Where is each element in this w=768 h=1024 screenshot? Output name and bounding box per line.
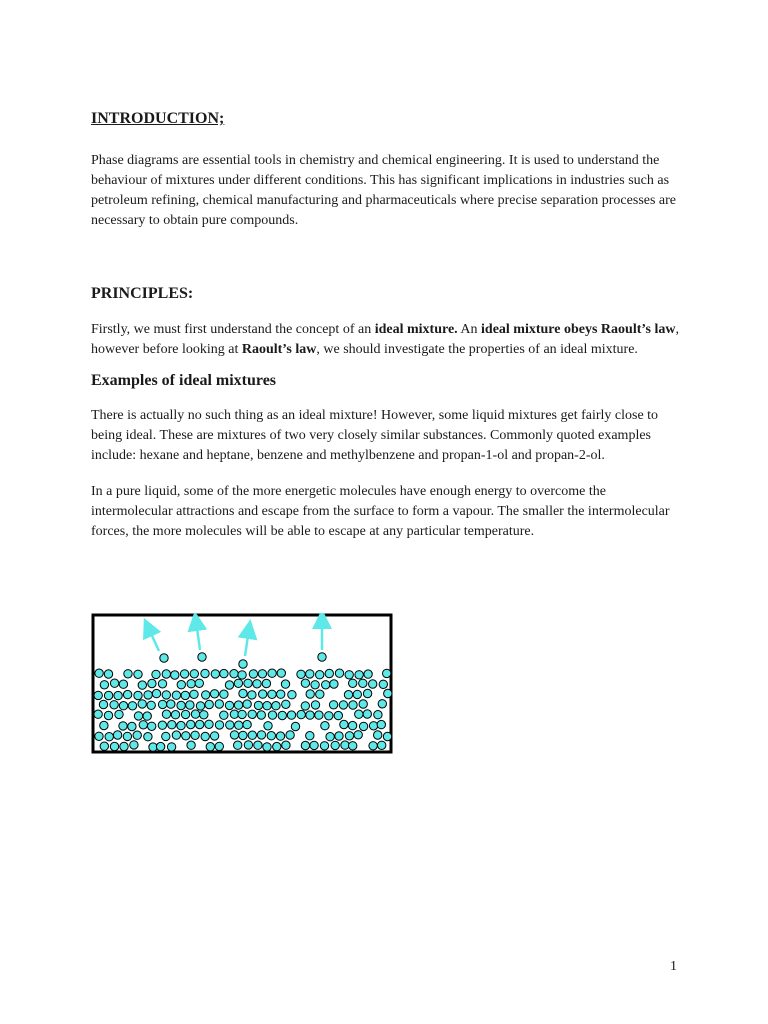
liquid-molecule (259, 690, 267, 698)
liquid-molecule (234, 701, 242, 709)
liquid-molecule (225, 681, 233, 689)
liquid-molecule (349, 679, 357, 687)
liquid-molecule (134, 691, 142, 699)
liquid-molecule (104, 711, 112, 719)
liquid-molecule (268, 690, 276, 698)
liquid-molecule (225, 701, 233, 709)
escaping-molecule (198, 653, 206, 661)
liquid-molecule (158, 721, 166, 729)
liquid-molecule (130, 741, 138, 749)
liquid-molecule (205, 700, 213, 708)
liquid-molecule (172, 691, 180, 699)
liquid-molecule (190, 690, 198, 698)
liquid-molecule (355, 671, 363, 679)
liquid-molecule (359, 679, 367, 687)
liquid-molecule (329, 701, 337, 709)
liquid-molecule (177, 721, 185, 729)
examples-paragraph: There is actually no such thing as an ideal mixture! However, some liquid mixtures get fairly close to being ideal. These are mixtures of two very closely similar substances. Commonly quoted examples include: hexane and heptane, benzene and methylbenzene and propan-1-ol and propan-2-ol. (91, 408, 659, 463)
liquid-molecule (187, 741, 195, 749)
liquid-molecule (206, 743, 214, 751)
liquid-molecule (253, 680, 261, 688)
liquid-molecule (144, 733, 152, 741)
liquid-molecule (100, 742, 108, 750)
liquid-molecule (119, 702, 127, 710)
liquid-molecule (195, 679, 203, 687)
liquid-molecule (196, 720, 204, 728)
liquid-molecule (276, 732, 284, 740)
liquid-molecule (355, 710, 363, 718)
liquid-molecule (364, 670, 372, 678)
liquid-molecule (105, 733, 113, 741)
liquid-molecule (257, 711, 265, 719)
liquid-molecule (341, 741, 349, 749)
liquid-molecule (378, 700, 386, 708)
liquid-molecule (340, 720, 348, 728)
liquid-molecule (286, 731, 294, 739)
liquid-molecule (230, 670, 238, 678)
liquid-molecule (353, 690, 361, 698)
liquid-molecule (100, 721, 108, 729)
liquid-molecule (254, 701, 262, 709)
liquid-molecule (334, 711, 342, 719)
liquid-molecule (181, 691, 189, 699)
liquid-molecule (306, 670, 314, 678)
liquid-molecule (345, 671, 353, 679)
liquid-molecule (167, 743, 175, 751)
liquid-molecule (230, 731, 238, 739)
principles-run: , we should investigate the properties of an ideal mixture. (316, 342, 638, 357)
liquid-molecule (201, 732, 209, 740)
liquid-molecule (248, 691, 256, 699)
page-number: 1 (670, 959, 677, 974)
liquid-molecule (272, 702, 280, 710)
liquid-molecule (220, 711, 228, 719)
liquid-molecule (148, 722, 156, 730)
liquid-molecule (354, 731, 362, 739)
liquid-molecule (277, 669, 285, 677)
liquid-molecule (210, 690, 218, 698)
liquid-molecule (301, 741, 309, 749)
liquid-molecule (322, 681, 330, 689)
liquid-molecule (168, 721, 176, 729)
liquid-molecule (254, 741, 262, 749)
liquid-molecule (377, 720, 385, 728)
liquid-molecule (264, 722, 272, 730)
liquid-molecule (374, 711, 382, 719)
principles-run-bold: Raoult’s law (241, 342, 317, 357)
liquid-molecule (301, 679, 309, 687)
liquid-molecule (171, 671, 179, 679)
principles-run-bold: ideal mixture. (374, 322, 458, 337)
liquid-molecule (310, 741, 318, 749)
liquid-molecule (186, 701, 194, 709)
liquid-molecule (349, 701, 357, 709)
liquid-molecule (152, 670, 160, 678)
liquid-molecule (220, 690, 228, 698)
examples-heading: Examples of ideal mixtures (91, 372, 277, 389)
liquid-molecule (248, 731, 256, 739)
liquid-molecule (335, 669, 343, 677)
liquid-molecule (134, 670, 142, 678)
liquid-molecule (331, 741, 339, 749)
liquid-molecule (177, 681, 185, 689)
liquid-molecule (268, 711, 276, 719)
liquid-molecule (226, 721, 234, 729)
liquid-molecule (262, 679, 270, 687)
liquid-molecule (211, 670, 219, 678)
liquid-molecule (139, 721, 147, 729)
principles-run: An (457, 322, 482, 337)
liquid-molecule (190, 670, 198, 678)
liquid-molecule (297, 710, 305, 718)
liquid-molecule (320, 742, 328, 750)
liquid-molecule (205, 720, 213, 728)
liquid-molecule (321, 722, 329, 730)
liquid-molecule (133, 731, 141, 739)
liquid-molecule (238, 710, 246, 718)
liquid-molecule (268, 669, 276, 677)
liquid-molecule (384, 689, 392, 697)
liquid-molecule (110, 679, 118, 687)
liquid-molecule (215, 742, 223, 750)
liquid-molecule (335, 732, 343, 740)
liquid-molecule (94, 710, 102, 718)
liquid-molecule (181, 710, 189, 718)
liquid-molecule (348, 721, 356, 729)
escaping-molecule (239, 660, 247, 668)
liquid-molecule (180, 670, 188, 678)
liquid-molecule (171, 711, 179, 719)
liquid-molecule (306, 732, 314, 740)
liquid-molecule (202, 691, 210, 699)
liquid-molecule (383, 732, 391, 740)
liquid-molecule (162, 691, 170, 699)
introduction-paragraph: Phase diagrams are essential tools in chemistry and chemical engineering. It is used to understand the behaviour of mixtures under different conditions. This has significant implications in industries such as petroleum refining, chemical manufacturing and pharmaceuticals where precise separation processes are necessary to obtain pure compounds. (91, 153, 677, 228)
liquid-molecule (210, 732, 218, 740)
liquid-molecule (138, 700, 146, 708)
principles-run: , however before looking at (91, 322, 679, 357)
liquid-molecule (291, 722, 299, 730)
evaporation-diagram-svg (91, 613, 393, 754)
liquid-molecule (359, 722, 367, 730)
liquid-molecule (99, 700, 107, 708)
liquid-molecule (191, 710, 199, 718)
liquid-molecule (220, 669, 228, 677)
liquid-molecule (187, 720, 195, 728)
liquid-molecule (144, 691, 152, 699)
liquid-molecule (120, 742, 128, 750)
evaporation-diagram (91, 613, 393, 754)
liquid-molecule (277, 690, 285, 698)
liquid-molecule (134, 712, 142, 720)
liquid-molecule (379, 680, 387, 688)
liquid-molecule (230, 710, 238, 718)
liquid-molecule (249, 670, 257, 678)
liquid-molecule (374, 731, 382, 739)
liquid-molecule (162, 710, 170, 718)
pure-liquid-paragraph: In a pure liquid, some of the more energetic molecules have enough energy to overcome the intermolecular attractions and escape from the surface to form a vapour. The smaller the intermolecular forces, the more molecules will be able to escape at any particular temperature. (91, 484, 670, 539)
liquid-molecule (152, 689, 160, 697)
liquid-molecule (215, 721, 223, 729)
liquid-molecule (344, 691, 352, 699)
liquid-molecule (297, 670, 305, 678)
liquid-molecule (95, 669, 103, 677)
liquid-molecule (162, 732, 170, 740)
liquid-molecule (243, 700, 251, 708)
liquid-molecule (306, 711, 314, 719)
liquid-molecule (104, 691, 112, 699)
liquid-molecule (325, 712, 333, 720)
liquid-molecule (267, 732, 275, 740)
liquid-molecule (345, 732, 353, 740)
liquid-molecule (316, 690, 324, 698)
liquid-molecule (330, 680, 338, 688)
liquid-molecule (282, 741, 290, 749)
principles-heading: PRINCIPLES: (91, 285, 194, 302)
escaping-molecule (318, 653, 326, 661)
liquid-molecule (115, 710, 123, 718)
liquid-molecule (158, 680, 166, 688)
liquid-molecule (156, 742, 164, 750)
liquid-molecule (263, 702, 271, 710)
liquid-molecule (339, 701, 347, 709)
liquid-molecule (325, 669, 333, 677)
liquid-molecule (311, 681, 319, 689)
liquid-molecule (104, 670, 112, 678)
liquid-molecule (187, 680, 195, 688)
liquid-molecule (110, 742, 118, 750)
liquid-molecule (243, 720, 251, 728)
liquid-molecule (263, 743, 271, 751)
liquid-molecule (143, 712, 151, 720)
liquid-molecule (238, 671, 246, 679)
liquid-molecule (369, 742, 377, 750)
liquid-molecule (113, 731, 121, 739)
liquid-molecule (123, 690, 131, 698)
liquid-molecule (363, 710, 371, 718)
liquid-molecule (257, 731, 265, 739)
liquid-molecule (288, 691, 296, 699)
liquid-molecule (306, 690, 314, 698)
introduction-heading: INTRODUCTION; (91, 110, 225, 127)
liquid-molecule (258, 670, 266, 678)
liquid-molecule (316, 671, 324, 679)
liquid-molecule (124, 670, 132, 678)
liquid-molecule (239, 731, 247, 739)
liquid-molecule (244, 679, 252, 687)
liquid-molecule (326, 733, 334, 741)
liquid-molecule (234, 741, 242, 749)
liquid-molecule (235, 721, 243, 729)
liquid-molecule (315, 711, 323, 719)
liquid-molecule (158, 700, 166, 708)
liquid-molecule (138, 681, 146, 689)
liquid-molecule (369, 680, 377, 688)
liquid-molecule (94, 691, 102, 699)
principles-run: Firstly, we must first understand the concept of an (91, 322, 375, 337)
liquid-molecule (201, 669, 209, 677)
liquid-molecule (147, 701, 155, 709)
liquid-molecule (100, 681, 108, 689)
liquid-molecule (119, 680, 127, 688)
liquid-molecule (215, 700, 223, 708)
liquid-molecule (234, 679, 242, 687)
liquid-molecule (114, 691, 122, 699)
liquid-molecule (359, 700, 367, 708)
liquid-molecule (383, 669, 391, 677)
principles-run-bold: ideal mixture obeys Raoult’s law (481, 322, 676, 337)
liquid-molecule (273, 742, 281, 750)
liquid-molecule (369, 722, 377, 730)
liquid-molecule (123, 732, 131, 740)
liquid-molecule (148, 679, 156, 687)
liquid-molecule (278, 711, 286, 719)
liquid-molecule (282, 700, 290, 708)
liquid-molecule (191, 731, 199, 739)
liquid-molecule (244, 741, 252, 749)
page-content (91, 107, 681, 542)
liquid-molecule (128, 722, 136, 730)
escaping-molecule (160, 654, 168, 662)
liquid-molecule (378, 741, 386, 749)
liquid-molecule (95, 732, 103, 740)
liquid-molecule (311, 701, 319, 709)
liquid-molecule (287, 711, 295, 719)
liquid-molecule (182, 732, 190, 740)
liquid-molecule (172, 731, 180, 739)
liquid-molecule (281, 680, 289, 688)
liquid-molecule (363, 689, 371, 697)
liquid-molecule (349, 742, 357, 750)
liquid-molecule (162, 670, 170, 678)
liquid-molecule (301, 702, 309, 710)
liquid-molecule (167, 700, 175, 708)
liquid-molecule (110, 701, 118, 709)
liquid-molecule (248, 710, 256, 718)
liquid-molecule (119, 722, 127, 730)
liquid-molecule (128, 702, 136, 710)
principles-paragraph (91, 320, 681, 360)
liquid-molecule (177, 701, 185, 709)
liquid-molecule (239, 689, 247, 697)
liquid-molecule (200, 711, 208, 719)
liquid-molecule (196, 702, 204, 710)
